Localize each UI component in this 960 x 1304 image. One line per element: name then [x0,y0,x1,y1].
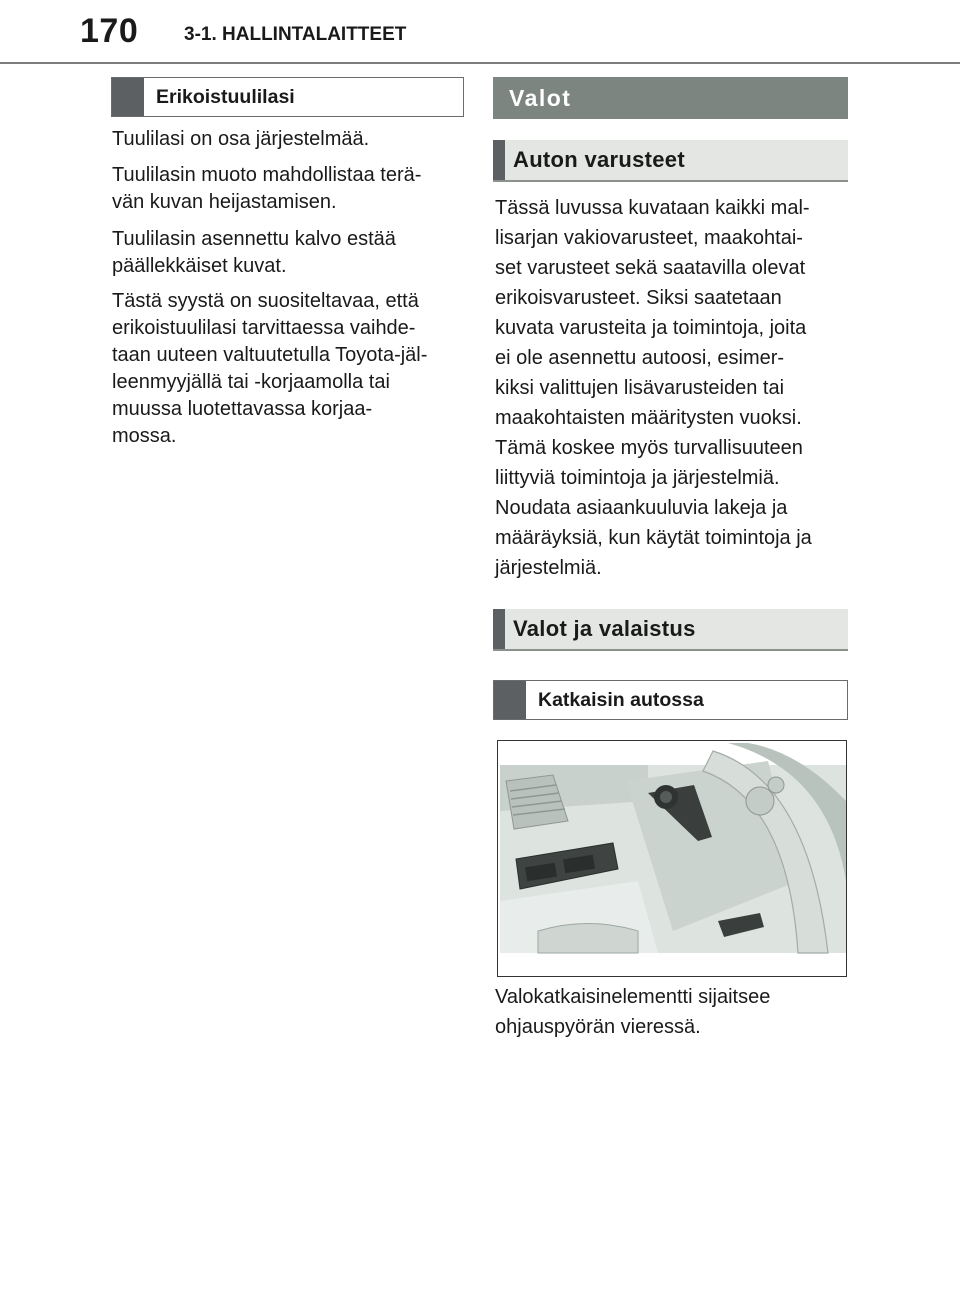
subheading-text: Auton varusteet [513,147,685,172]
page-header [0,0,960,60]
header-divider [0,62,960,64]
section-heading-valot [493,77,848,119]
paragraph: Tuulilasi on osa järjestelmää. [112,128,370,150]
figure-caption: Valokatkaisinelementti sijaitsee ohjauspyörän vieressä. [495,986,771,1038]
heading-bar [493,140,505,180]
heading-text: Erikoistuulilasi [156,85,295,108]
page-number: 170 [80,12,139,50]
paragraph: Tässä luvussa kuvataan kaikki mal- lisarjan vakiovarusteet, maakohtai- set varusteet sekä saatavilla olevat erikoisvarusteet. Siksi saatetaan kuvata varusteita ja toimintoja, joita ei ole asennettu autoosi, esimer- kiksi valittujen lisävarusteiden tai maakohtaisten määritysten vuoksi. Tämä koskee myös turvallisuuteen liittyviä toimintoja ja järjestelmiä. Noudata asiaankuuluvia lakeja ja määräyksiä, kun käytät toimintoja ja järjestelmiä. [495,197,812,579]
paragraph: Tuulilasin asennettu kalvo estää päällekkäiset kuvat. [112,228,396,277]
heading-erikoistuulilasi [111,77,464,117]
heading-bar [494,681,526,719]
paragraph: Tästä syystä on suositeltavaa, että erikoistuulilasi tarvittaessa vaihde- taan uuteen valtuutetulla Toyota-jäl- leenmyyjällä tai -korjaamolla tai muussa luotettavassa korjaa- mossa. [112,290,428,447]
paragraph: Tuulilasin muoto mahdollistaa terä- vän kuvan heijastamisen. [112,164,422,213]
heading-bar [112,78,144,116]
subheading-text: Valot ja valaistus [513,616,696,641]
light-switch-illustration [497,740,847,977]
heading-katkaisin-autossa [493,680,848,720]
subheading-valot-ja-valaistus [493,609,848,651]
car-interior-drawing [498,741,847,977]
subheading-auton-varusteet [493,140,848,182]
heading-text: Katkaisin autossa [538,688,704,711]
chapter-title: 3-1. HALLINTALAITTEET [184,24,407,45]
section-heading-text: Valot [509,84,572,111]
heading-bar [493,609,505,649]
